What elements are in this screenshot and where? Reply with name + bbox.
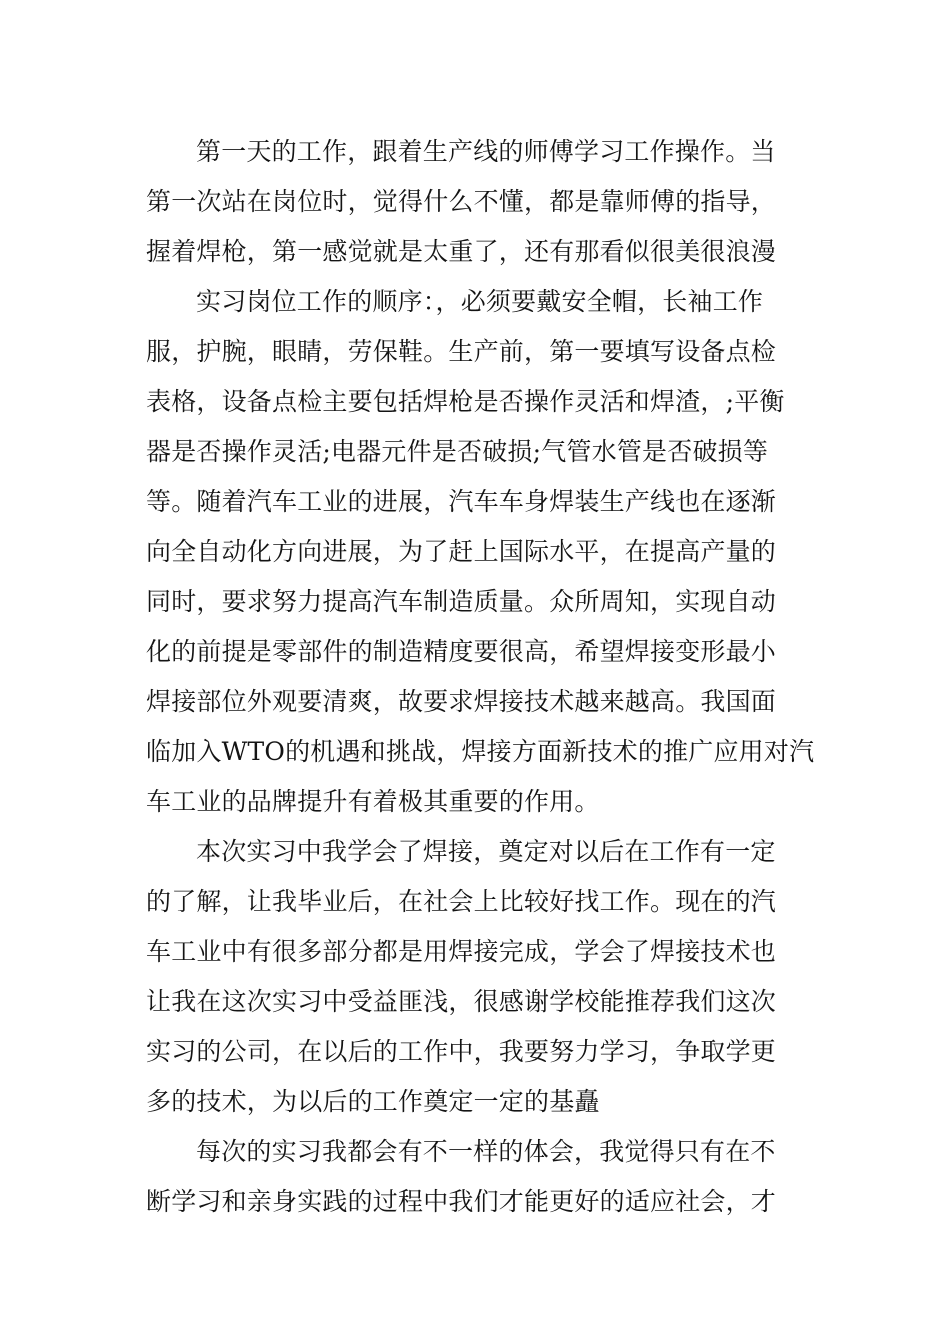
- paragraph-2-line-4: 器是否操作灵活;电器元件是否破损;气管水管是否破损等: [146, 437, 769, 466]
- paragraph-3-line-2: 的了解，让我毕业后，在社会上比较好找工作。现在的汽: [146, 887, 777, 916]
- paragraph-1-line-1: 第一天的工作，跟着生产线的师傅学习工作操作。当: [196, 137, 776, 166]
- paragraph-3-line-1: 本次实习中我学会了焊接，奠定对以后在工作有一定: [196, 837, 776, 866]
- paragraph-2-line-1: 实习岗位工作的顺序：，必须要戴安全帽，长袖工作: [196, 287, 764, 316]
- paragraph-2-line-8: 化的前提是零部件的制造精度要很高，希望焊接变形最小: [146, 637, 777, 666]
- paragraph-3-line-5: 实习的公司，在以后的工作中，我要努力学习，争取学更: [146, 1037, 777, 1066]
- paragraph-2-line-7: 同时，要求努力提高汽车制造质量。众所周知，实现自动: [146, 587, 777, 616]
- paragraph-2-line-6: 向全自动化方向进展，为了赶上国际水平，在提高产量的: [146, 537, 777, 566]
- paragraph-3-line-6: 多的技术，为以后的工作奠定一定的基矗: [146, 1087, 600, 1116]
- paragraph-3-line-4: 让我在这次实习中受益匪浅，很感谢学校能推荐我们这次: [146, 987, 777, 1016]
- paragraph-2-line-10: 临加入WTO的机遇和挑战，焊接方面新技术的推广应用对汽: [146, 737, 815, 766]
- paragraph-3-line-3: 车工业中有很多部分都是用焊接完成，学会了焊接技术也: [146, 937, 777, 966]
- paragraph-4-line-2: 断学习和亲身实践的过程中我们才能更好的适应社会，才: [146, 1187, 777, 1216]
- paragraph-1-line-3: 握着焊枪，第一感觉就是太重了，还有那看似很美很浪漫: [146, 237, 777, 266]
- paragraph-4-line-1: 每次的实习我都会有不一样的体会，我觉得只有在不: [196, 1137, 776, 1166]
- paragraph-1-line-2: 第一次站在岗位时，觉得什么不懂，都是靠师傅的指导，: [146, 187, 777, 216]
- paragraph-2-line-3: 表格，设备点检主要包括焊枪是否操作灵活和焊渣，;平衡: [146, 387, 785, 416]
- paragraph-2-line-11: 车工业的品牌提升有着极其重要的作用。: [146, 787, 600, 816]
- paragraph-2-line-5: 等。随着汽车工业的进展，汽车车身焊装生产线也在逐渐: [146, 487, 777, 516]
- paragraph-2-line-2: 服，护腕，眼睛，劳保鞋。生产前，第一要填写设备点检: [146, 337, 777, 366]
- paragraph-2-line-9: 焊接部位外观要清爽，故要求焊接技术越来越高。我国面: [146, 687, 777, 716]
